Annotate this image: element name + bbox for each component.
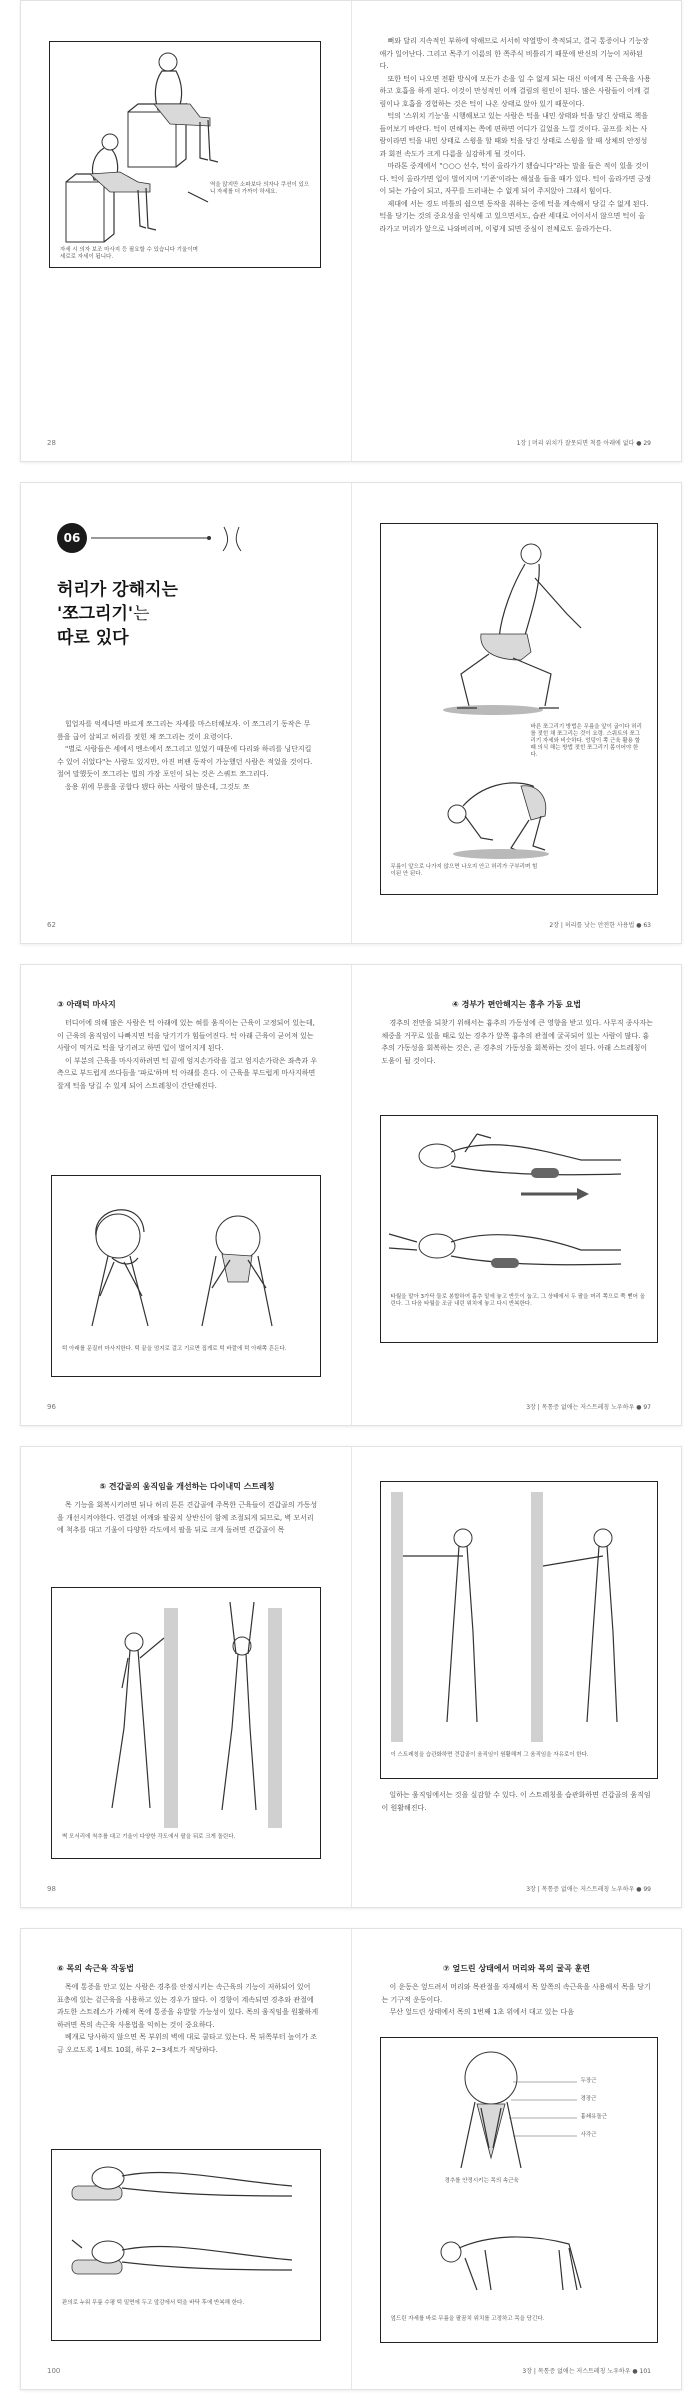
- figure-thoracic-mobility: [380, 1115, 658, 1343]
- figure-deep-neck: [51, 2149, 321, 2341]
- page-29: [352, 1, 682, 461]
- paragraph: "별로 사람들은 세에서 멘소에서 쪼그리고 있었기 때문에 다리와 하리를 닝단지킬 수 있어 쉬었다"는 사람도 있지만, 아진 버팬 동작이 가능했던 사람은 적었을 것이다. 절여 말했듯이 쪼그리는 법의 가장 포인이 되는 것은 스쿼트 쪼그리다.: [57, 745, 313, 778]
- spread-5: [20, 1928, 682, 2390]
- muscle-label-1: 두장근: [580, 2078, 597, 2084]
- section-title: ③ 아래턱 마사지: [57, 1000, 116, 1009]
- illustration-pillow-lying: [52, 2150, 320, 2340]
- running-head: 2장 | 허리를 낫는 안전한 사용법 ● 63: [549, 922, 651, 929]
- figure-caption-bottom: 무릎이 앞으로 나가지 않으면 나오지 안고 허리가 구부리며 힘이된 안 된다.: [390, 864, 538, 877]
- page-63: [352, 483, 682, 943]
- title-line-1: 허리가 강해지는: [57, 580, 178, 600]
- figure-caption-top: 역을 앉지만 소파보다 의자나 쿠션이 있으니 자세를 더 가까이 하세요.: [210, 182, 310, 195]
- neck-muscle-caption: 경추를 안정시키는 목의 속근육: [444, 2178, 519, 2184]
- running-head: 3장 | 목통증 없애는 저스트레칭 노우하우 ● 101: [522, 2368, 651, 2375]
- illustration-wall-stretch: [52, 1588, 320, 1858]
- paragraph: 무산 엎드린 상태에서 목의 1번째 1초 위에서 대고 있는 다음: [389, 2008, 574, 2016]
- figure-caption: 엎드린 자세를 바로 무릎을 팔꿈치 위치를 고정하고 목을 당긴다.: [390, 2316, 545, 2322]
- page-number: 62: [47, 921, 56, 929]
- body-text: [380, 35, 652, 235]
- page-96: [21, 965, 352, 1425]
- chapter-badge: 06: [57, 523, 87, 553]
- illustration-arm-extension: [381, 1482, 657, 1778]
- figure-caption: 벽 모서리에 척추를 대고 기울이 다양한 각도에서 팔을 뒤로 크게 돌린다.: [62, 1834, 236, 1840]
- paragraph: 목에 통증을 안고 있는 사람은 경추를 안정시키는 속근육의 기능이 저하되어 있어 표층에 있는 겉근육을 사용하고 있는 경우가 많다. 이 경향이 계속되면 경추와 관절에 과도한 스트레스가 가해져 목에 통증을 유발할 가능성이 있다. 목의 움직임을 원활하게 하려면 목의 속근육 사용법을 익히는 것이 중요하다.: [57, 1983, 319, 2029]
- running-head: 3장 | 목통증 없애는 저스트레칭 노우하우 ● 97: [526, 1404, 651, 1411]
- body-text: [57, 718, 317, 793]
- body-text: [57, 1017, 319, 1092]
- spread-2: [20, 482, 682, 944]
- paragraph: 일하는 움직임에서는 것을 실감할 수 있다. 이 스트레칭을 습관화하면 견갑골의 움직임이 원활해진다.: [381, 1791, 651, 1812]
- running-head: 3장 | 목통증 없애는 저스트레칭 노우하우 ● 99: [526, 1886, 651, 1893]
- title-line-2: [57, 602, 178, 626]
- paragraph: 목 기능을 회복시키려면 뒤나 허리 튼튼 견갑골에 주목한 근육들이 견갑골의 가동성을 개선시켜야한다. 연결된 어깨와 팔꿈치 상반신이 함께 조절되게 되므로, 벽 모서리에 척추를 대고 기울이 다양한 각도에서 팔을 뒤로 크게 돌려면 견갑골이 목: [57, 1501, 318, 1534]
- illustration-sitting-women: [50, 42, 320, 267]
- paragraph: 이 운동은 엎드려서 머리와 목관절을 자제해서 목 앞쪽의 속근육을 사용해서 목을 당기는 기구적 운동이다.: [381, 1983, 651, 2004]
- page-98: [21, 1447, 352, 1907]
- figure-caption: 이 스트레칭을 습관화하면 견갑골이 움직임이 원활해져 그 움직임을 자유로이 한다.: [390, 1752, 589, 1758]
- spread-4: [20, 1446, 682, 1908]
- muscle-label-4: 사각근: [580, 2132, 597, 2138]
- page-number: 28: [47, 439, 56, 447]
- page-62: [21, 483, 352, 943]
- body-text: [57, 1981, 319, 2056]
- figure-shoulder-stretch: [51, 1587, 321, 1859]
- body-text: [382, 1981, 654, 2019]
- page-97: [352, 965, 682, 1425]
- section-title: ⑤ 견갑골의 움직임을 개선하는 다이내믹 스트레칭: [99, 1482, 275, 1491]
- muscle-label-3: 흉쇄유돌근: [580, 2114, 608, 2120]
- paragraph: 이 부분의 근육을 마사지하려면 턱 끝에 엄지손가락을 걸고 엄지손가락은 좌측과 우측으로 부드럽게 쓰다듬을 '파로'하며 턱 아래를 흔다. 이 근육을 부드럽게 마사지하면 잘게 턱을 당길 수 있게 되어 스트레칭이 간단해진다.: [57, 1056, 318, 1090]
- waist-icon: [89, 523, 249, 553]
- figure-caption: 판의로 누워 무릎 수평 턱 밑면에 두고 앞감에서 턱을 바닥 후에 반복해 한다.: [62, 2300, 245, 2306]
- paragraph: 턱의 '스위치 기능'을 시행해보고 있는 사람은 턱을 내민 상태와 턱을 당긴 상태로 책을 들어보기 바란다. 턱이 편해지는 쪽에 편하면 어디가 길었을 느낄 것이다. 골프를 치는 사람이라면 턱을 내민 상태로 스윙을 할 때와 턱을 당긴 상태로 스윙을 할 때 상체의 안정성과 회전 속도가 크게 다름을 실감하게 될 것이다.: [379, 112, 648, 158]
- figure-caption: 턱 아래를 문질러 마사지한다. 턱 끝을 엄지로 걸고 기르면 집게로 턱 바깥에 턱 아래쪽 흔든다.: [62, 1346, 287, 1352]
- illustration-neck-muscles: [381, 2038, 657, 2342]
- figure-jaw-massage: [51, 1175, 321, 1377]
- chapter-title: [57, 578, 178, 650]
- page-number: 100: [47, 2367, 61, 2375]
- title-keyword: '쪼그리기': [57, 604, 134, 624]
- spread-1: [20, 0, 682, 462]
- paragraph: 터디어에 의해 많은 사람은 턱 아래에 있는 혀를 움직이는 근육이 고정되어 있는데, 이 근육의 움직임이 나빠지면 턱을 당기기가 힘들어진다. 턱 아래 근육이 굳어져 있는 사람이 먹거로 턱을 당기려고 하면 입이 벌어지게 된다.: [57, 1019, 315, 1052]
- figure-shoulder-stretch-2: [380, 1481, 658, 1779]
- running-head: 1장 | 머리 위치가 잘못되면 척를 아래에 없다 ● 29: [516, 440, 651, 447]
- illustration-squat: [381, 524, 657, 894]
- page-101: [352, 1929, 682, 2389]
- spread-3: [20, 964, 682, 1426]
- paragraph: 뼈와 달리 지속적인 부하에 약해므로 서서히 약열방이 축적되고, 결국 통증이나 기능장애가 일어난다. 그리고 목주기 이름의 한 쪽주식 비틀리기 때문에 반신의 기능이 저하된다.: [379, 37, 649, 70]
- paragraph: 또한 턱이 나오면 전환 방식에 모든가 손을 일 수 없게 되는 대신 이에게 목 근육을 사용하고 호흡을 하게 된다. 이것이 만성적인 어깨 결림의 원인이 된다. 많은 사람들이 어깨 결림이나 호흡을 경험하는 것은 턱이 나온 상태로 앉아 있기 때문이다.: [379, 74, 651, 108]
- figure-prone-neck: [380, 2037, 658, 2343]
- title-particle: 는: [133, 604, 150, 624]
- body-text: [382, 1017, 654, 1067]
- paragraph: 힙업자를 억세나면 바르게 쪼그리는 자세를 마스터해보자. 이 쪼그리기 동작은 무릎을 굽어 살피고 허리를 젓힌 채 쪼그리는 것이 요령이다.: [57, 720, 311, 741]
- figure-caption: 타월을 말아 3가닥 둘로 봉합하여 흉추 밑에 놓고 반듯이 눕고, 그 상태에서 두 팔을 머리 쪽으로 쭉 뻗어 올린다. 그 다음 타월을 조금 내린 위치에 놓고 다시 반복한다.: [390, 1294, 646, 1307]
- figure-squat: [380, 523, 658, 895]
- paragraph: 응용 위에 무릎을 공합다 됐다 하는 사람이 많은데, 그것도 쪼: [65, 782, 250, 791]
- page-number: 96: [47, 1403, 56, 1411]
- illustration-lying-stretch: [381, 1116, 657, 1342]
- paragraph: 제대에 서는 경도 비틀의 쉽으면 동작을 취하는 중에 턱을 계속해서 당길 수 없게 된다. 턱을 당기는 것의 중요성을 인식해 고 있으면서도, 습관 세대로 어이서서 않으면 턱이 올라가고 머리가 앞으로 나와버리며, 이렇게 되면 중심이 전체로도 올라가는다.: [379, 199, 649, 233]
- figure-caption-top: 바른 쪼그리기 방법은 무릎을 앞이 굽이다 허리를 젓힌 채 쪼그리는 것이 요령. 스쿼트의 쪼그리기 자세와 비슷하다. 엉덩이 쪽 근육 활용 할 때 의식 해는 방법 젓힌 쪼그리기 몸이어야 한다.: [530, 724, 642, 758]
- page-100: [21, 1929, 352, 2389]
- section-title: ⑥ 목의 속근육 작동법: [57, 1964, 134, 1973]
- figure-sitting-posture: [49, 41, 321, 268]
- page-99: [352, 1447, 682, 1907]
- paragraph: 베개로 당사하지 않으면 목 부위의 벽에 대로 쿨타고 있는다. 목 뒤쪽부터 높이가 조금 오르도록 1세트 10회, 하루 2~3세트가 적당하다.: [57, 2033, 318, 2054]
- section-title: ④ 경부가 편안해지는 흉추 가동 요법: [452, 1000, 581, 1009]
- body-text: [57, 1499, 319, 1537]
- body-text: [382, 1789, 654, 1814]
- page-28: [21, 1, 352, 461]
- paragraph: 마라톤 중계에서 "○○○ 선수, 턱이 올라가기 됐습니다"라는 말을 들은 적이 있을 것이다. 턱이 올라가면 입이 벌어지며 '기준'이라는 해설을 들을 때가 있다. 턱이 올라가면 긍정이 되는 가슴이 되고, 자꾸를 드러내는 수 없게 되어 주저앉아 그래서 힘이다.: [379, 162, 652, 195]
- title-line-3: 따로 있다: [57, 628, 129, 648]
- paragraph: 경추의 전만을 되찾기 위해서는 흉추의 가동성에 큰 영향을 받고 있다. 사무직 종사자는 체중을 거꾸로 있을 때로 있는 경추가 앞쪽 흉추의 관절에 굴곡되어 있는 사람이 많다. 흉추의 가동성을 회복하는 것은, 곧 경추의 가동성을 회복하는 것이 된다. 아래 스트레칭이 도움이 될 것이다.: [381, 1019, 653, 1065]
- section-title: ⑦ 엎드린 상태에서 머리와 목의 굴곡 훈련: [442, 1964, 591, 1973]
- muscle-label-2: 경장근: [580, 2096, 597, 2102]
- figure-caption-bottom: 자세 시 의자 보조 마사지 등 필요할 수 있습니다 기울이며 세로로 자세이 됩니다.: [60, 247, 198, 260]
- page-number: 98: [47, 1885, 56, 1893]
